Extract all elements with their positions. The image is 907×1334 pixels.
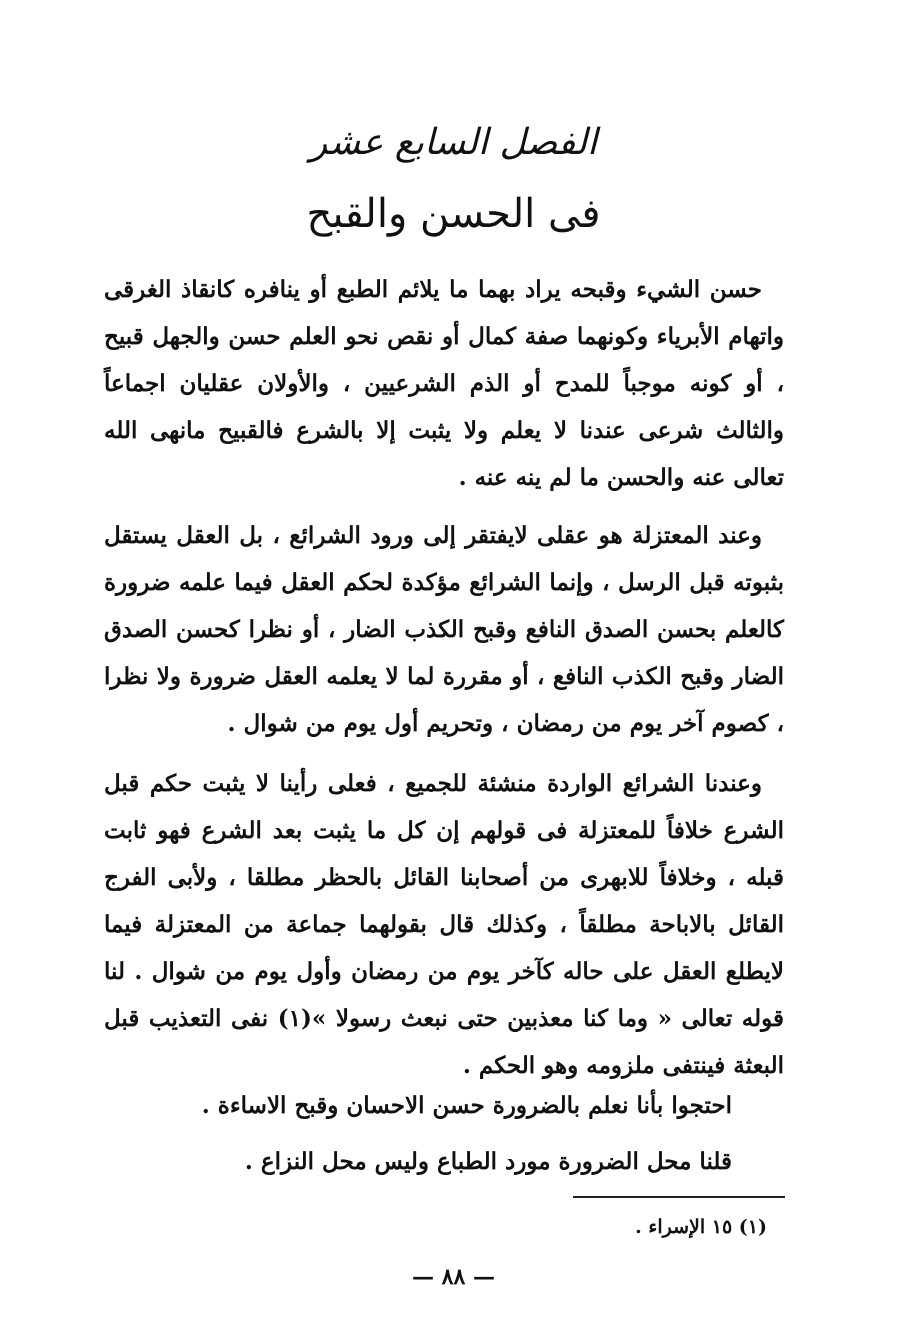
chapter-subtitle: فى الحسن والقبح — [306, 191, 601, 237]
footnote: (١) ١٥ الإسراء . — [635, 1216, 767, 1238]
paragraph-our-view: وعندنا الشرائع الواردة منشئة للجميع ، فعلى رأينا لا يثبت حكم قبل الشرع خلافاً للمعتزلة فى قولهم إن كل ما يثبت بعد الشرع فهو ثابت قبله ، وخلافاً للابهرى من أصحابنا القائل بالحظر مطلقا ، ولأبى الفرج القائل بالاباحة مطلقاً ، وكذلك قال بقولهما جماعة من المعتزلة فيما لايطلع العقل على حاله كآخر يوم من رمضان وأول يوم من شوال . لنا قوله تعالى « وما كنا معذبين حتى نبعث رسولا »(١) نفى التعذيب قبل البعثة فينتفى ملزومه وهو الحكم . — [104, 770, 784, 1079]
rebuttal-line: قلنا محل الضرورة مورد الطباع وليس محل النزاع . — [244, 1148, 732, 1175]
page-number: — ٨٨ — — [412, 1264, 495, 1290]
paragraph-mutazila-view: وعند المعتزلة هو عقلى لايفتقر إلى ورود الشرائع ، بل العقل يستقل بثبوته قبل الرسل ، وإنما الشرائع مؤكدة لحكم العقل فيما علمه ضرورة كالعلم بحسن الصدق النافع وقبح الكذب الضار ، أو نظرا كحسن الصدق الضار وقبح الكذب النافع ، أو مقررة لما لا يعلمه العقل ضرورة ولا نظرا ، كصوم آخر يوم من رمضان ، وتحريم أول يوم من شوال . — [104, 522, 784, 737]
footnote-divider — [573, 1196, 785, 1198]
chapter-title: الفصل السابع عشر — [309, 122, 598, 163]
argument-line: احتجوا بأنا نعلم بالضرورة حسن الاحسان وقبح الاساءة . — [201, 1092, 732, 1119]
paragraph-definition: حسن الشيء وقبحه يراد بهما ما يلائم الطبع أو ينافره كانقاذ الغرقى واتهام الأبرياء وكونهما صفة كمال أو نقص نحو العلم حسن والجهل قبيح ، أو كونه موجباً للمدح أو الذم الشرعيين ، والأولان عقليان اجماعاً والثالث شرعى عندنا لا يعلم ولا يثبت إلا بالشرع فالقبيح مانهى الله تعالى عنه والحسن ما لم ينه عنه . — [104, 276, 784, 491]
